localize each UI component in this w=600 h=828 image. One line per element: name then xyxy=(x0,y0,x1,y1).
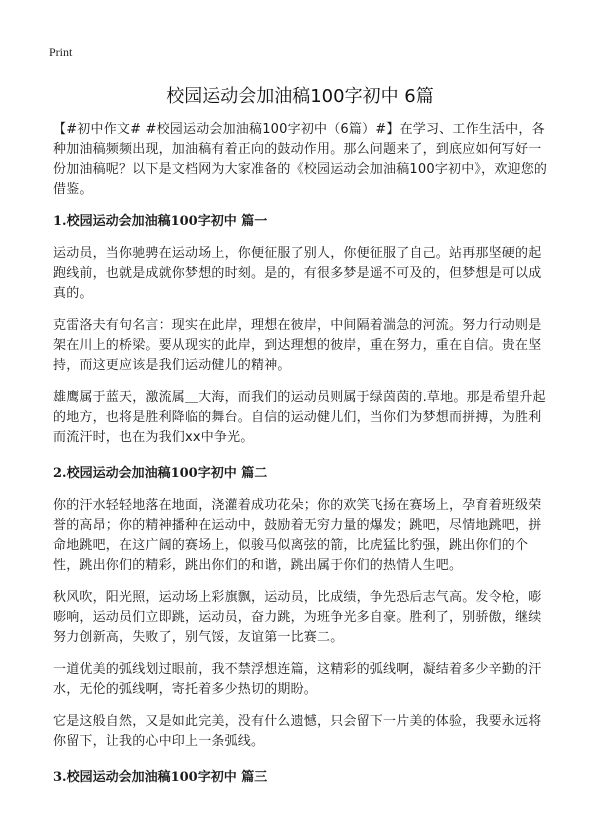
section-1 xyxy=(53,212,549,448)
paragraph: 一道优美的弧线划过眼前，我不禁浮想连篇，这精彩的弧线啊，凝结着多少辛勤的汗水，无伦的弧线啊，寄托着多少热切的期盼。 xyxy=(53,662,542,697)
paragraph: 秋风吹，阳光照，运动场上彩旗飘，运动员，比成绩，争先恐后志气高。发令枪，嘭嘭响，运动员们立即跳，运动员，奋力跳，为班争光多自豪。胜利了，别骄傲，继续努力创新高，失败了，别气馁，友谊第一比赛二。 xyxy=(53,590,542,645)
section-3 xyxy=(53,768,549,788)
paragraph: 它是这般自然，又是如此完美，没有什么遗憾，只会留下一片美的体验，我要永远将你留下，让我的心中印上一条弧线。 xyxy=(53,714,542,749)
paragraph: 你的汗水轻轻地落在地面，浇灌着成功花朵；你的欢笑飞扬在赛场上，孕育着班级荣誉的高昂；你的精神播种在运动中，鼓励着无穷力量的爆发；跳吧，尽情地跳吧，拼命地跳吧，在这广阔的赛场上，似骏马似离弦的箭，比虎猛比豹强，跳出你们的个性，跳出你们的精彩，跳出你们的和谐，跳出属于你们的热情人生吧。 xyxy=(53,498,542,573)
print-link[interactable]: Print xyxy=(49,45,73,59)
paragraph: 运动员，当你驰骋在运动场上，你便征服了别人，你便征服了自己。站再那坚硬的起跑线前，也就是成就你梦想的时刻。是的，有很多梦是遥不可及的，但梦想是可以成真的。 xyxy=(53,246,542,301)
document-body xyxy=(53,120,549,800)
section-2 xyxy=(53,464,549,752)
paragraph: 雄鹰属于蓝天，激流属＿大海，而我们的运动员则属于绿茵茵的.草地。那是希望升起的地方，也将是胜利降临的舞台。自信的运动健儿们，当你们为梦想而拼搏，为胜利而流汗时，也在为我们xx中争光。 xyxy=(53,390,546,445)
section-heading: 2.校园运动会加油稿100字初中 篇二 xyxy=(53,466,268,481)
paragraph: 克雷洛夫有句名言：现实在此岸，理想在彼岸，中间隔着湍急的河流。努力行动则是架在川上的桥梁。要从现实的此岸，到达理想的彼岸，重在努力，重在自信。贵在坚持，而这更应该是我们运动健儿的精神。 xyxy=(53,318,542,373)
section-heading: 1.校园运动会加油稿100字初中 篇一 xyxy=(53,214,268,229)
section-heading: 3.校园运动会加油稿100字初中 篇三 xyxy=(53,770,268,785)
document-title: 校园运动会加油稿100字初中 6篇 xyxy=(166,86,434,107)
intro-paragraph: 【#初中作文# #校园运动会加油稿100字初中（6篇）#】在学习、工作生活中，各种加油稿频频出现，加油稿有着正向的鼓动作用。那么问题来了，到底应如何写好一份加油稿呢？以下是文档网为大家准备的《校园运动会加油稿100字初中》，欢迎您的借鉴。 xyxy=(53,122,548,197)
